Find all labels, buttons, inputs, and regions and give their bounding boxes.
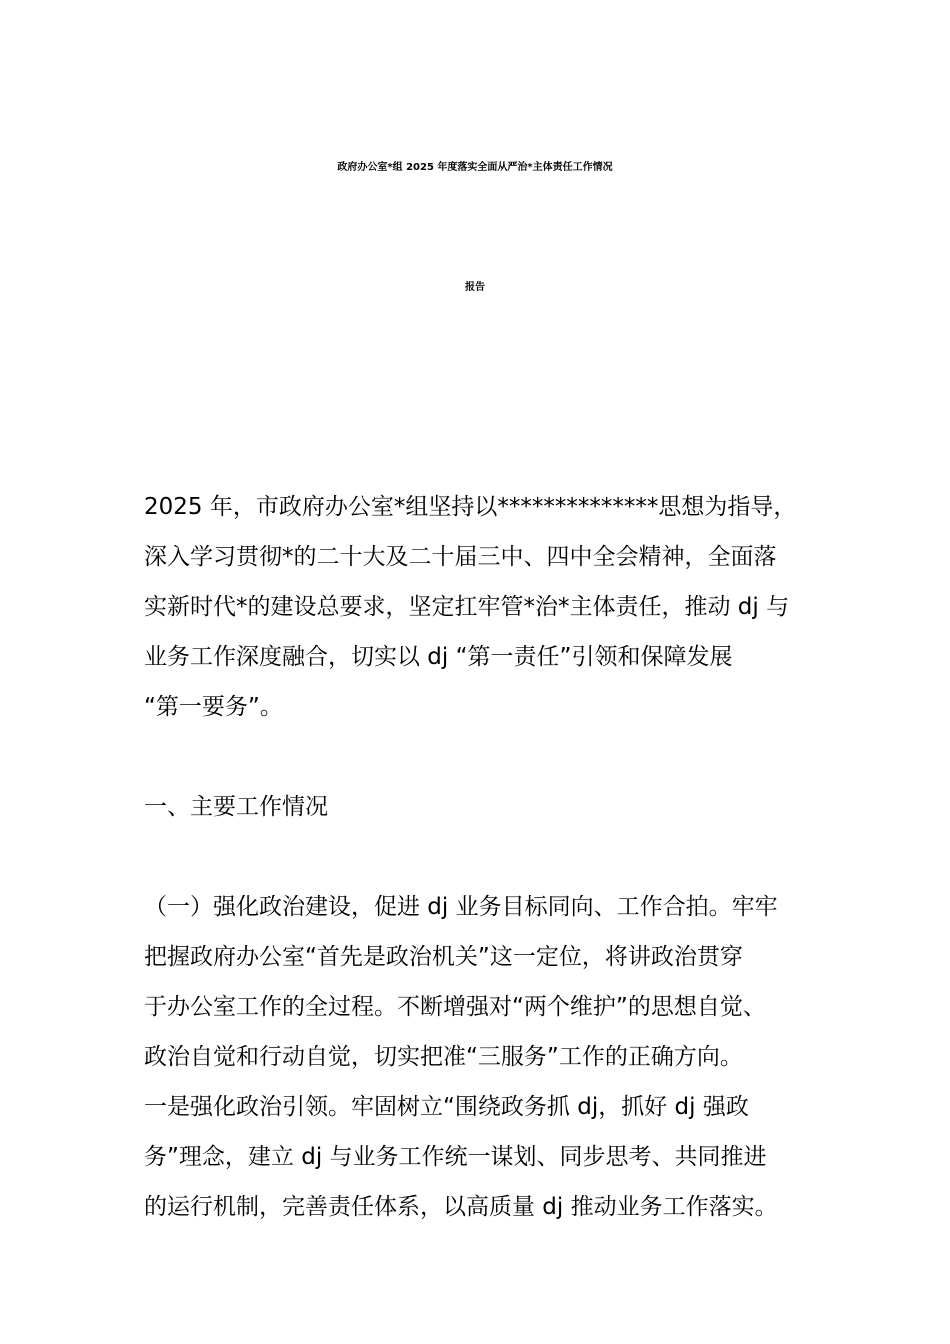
subsection-paragraph-line: 政治自觉和行动自觉，切实把准“三服务”工作的正确方向。: [144, 1044, 743, 1070]
subsection-paragraph-line: 把握政府办公室“首先是政治机关”这一定位，将讲政治贯穿: [144, 944, 743, 970]
subsection-paragraph-line: 于办公室工作的全过程。不断增强对“两个维护”的思想自觉、: [144, 994, 766, 1020]
intro-paragraph-line: 业务工作深度融合，切实以 dj “第一责任”引领和保障发展: [144, 644, 733, 670]
intro-paragraph-line: “第一要务”。: [144, 694, 283, 720]
intro-paragraph-line: 深入学习贯彻*的二十大及二十届三中、四中全会精神，全面落: [144, 544, 777, 570]
subsection-paragraph-line: 的运行机制，完善责任体系，以高质量 dj 推动业务工作落实。: [144, 1194, 778, 1220]
subsection-paragraph-line: 一是强化政治引领。牢固树立“围绕政务抓 dj，抓好 dj 强政: [144, 1094, 749, 1120]
section-heading: 一、主要工作情况: [144, 794, 328, 820]
intro-paragraph-line: 实新时代*的建设总要求，坚定扛牢管*治*主体责任，推动 dj 与: [144, 594, 790, 620]
subsection-paragraph-line: 务”理念，建立 dj 与业务工作统一谋划、同步思考、共同推进: [144, 1144, 767, 1170]
document-title-line-2: 报告: [465, 282, 485, 293]
document-title-line-1: 政府办公室*组 2025 年度落实全面从严治*主体责任工作情况: [337, 162, 613, 173]
subsection-paragraph-line: （一）强化政治建设，促进 dj 业务目标同向、工作合拍。牢牢: [144, 894, 778, 920]
intro-paragraph-line: 2025 年，市政府办公室*组坚持以**************思想为指导，: [144, 494, 797, 520]
